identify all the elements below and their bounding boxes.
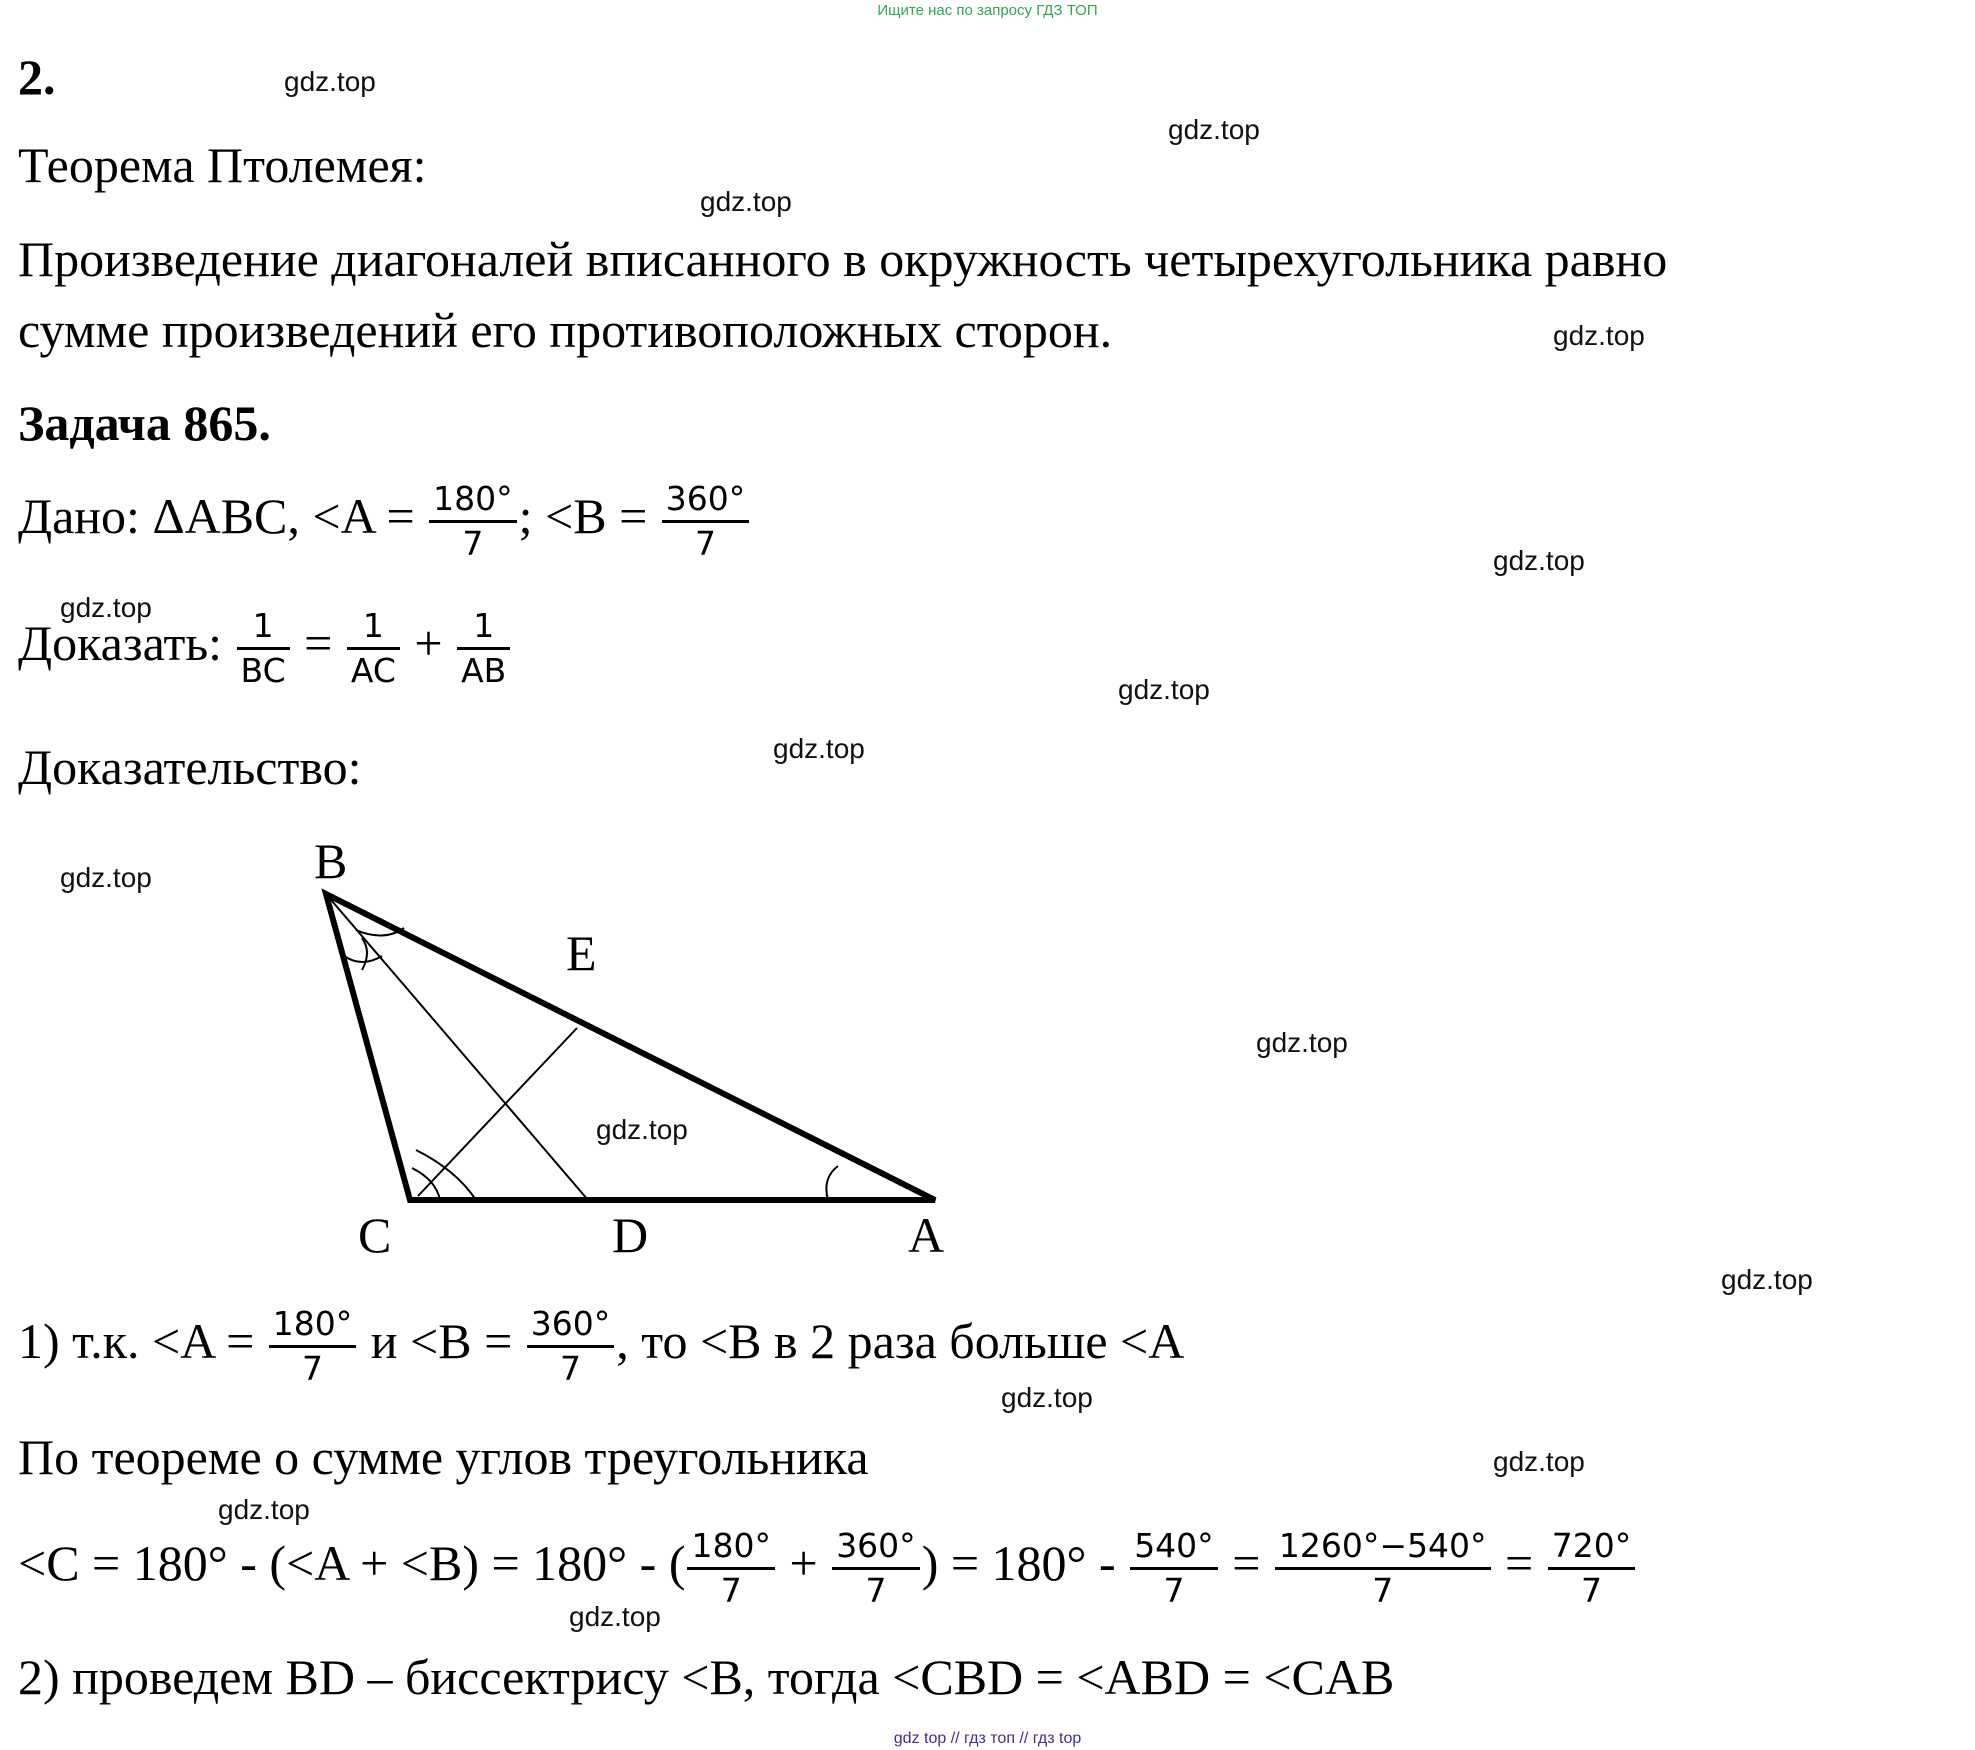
step1-suffix: , то <B в 2 раза больше <A [616,1312,1185,1369]
step1-prefix: 1) т.к. <A = [18,1312,267,1369]
numerator: 1260°−540° [1275,1527,1491,1570]
denominator: 7 [865,1570,887,1610]
plus-sign: + [401,614,456,671]
angle-arc-a [826,1166,838,1200]
denominator: 7 [1163,1570,1185,1610]
prove-prefix: Доказать: [18,614,235,671]
numerator: 720° [1548,1527,1636,1570]
numerator: 180° [429,480,517,523]
numerator: 360° [662,480,750,523]
denominator: 7 [1580,1570,1602,1610]
angle-arc-c-1 [412,1168,440,1200]
point-label-e: E [566,925,597,981]
point-label-d: D [612,1207,649,1263]
numerator: 540° [1130,1527,1218,1570]
watermark: gdz.top [1553,320,1645,351]
watermark: gdz.top [596,1114,688,1145]
theorem-line-1: Произведение диагоналей вписанного в окружность четырехугольника равно [18,231,1668,287]
step-1 [18,1305,1184,1388]
denominator: 7 [560,1348,582,1388]
plus-sign: + [776,1534,831,1591]
watermark: gdz.top [1493,545,1585,576]
segment-ce [418,1028,577,1196]
watermark: gdz.top [1168,114,1260,145]
vertex-label-c: C [358,1207,392,1263]
watermark: gdz.top [60,592,152,623]
numerator: 1 [237,607,290,650]
calc-part-2: ) = 180° - [921,1534,1129,1591]
watermark: gdz.top [60,862,152,893]
calc-part-1: <C = 180° - (<A + <B) = 180° - ( [18,1534,686,1591]
equals-sign: = [1492,1534,1546,1591]
denominator: 7 [462,523,484,563]
denominator: 7 [302,1348,324,1388]
watermark: gdz.top [1256,1027,1348,1058]
denominator: 7 [1372,1570,1394,1610]
triangle-abc [326,894,935,1200]
vertex-label-a: A [908,1207,945,1263]
fraction [1130,1527,1218,1610]
angle-arc-b-3 [362,938,367,970]
fraction [687,1527,775,1610]
fraction [1548,1527,1636,1610]
top-banner: Ищите нас по запросу ГДЗ ТОП [877,2,1098,19]
footer-links: gdz top // гдз топ // гдз top [893,1730,1082,1747]
step-2: 2) проведем BD – биссектрису <B, тогда <CBD = <ABD = <CAB [18,1649,1395,1705]
watermark: gdz.top [218,1494,310,1525]
equals-sign: = [291,614,345,671]
fraction [832,1527,920,1610]
theorem-title: Теорема Птолемея: [18,137,427,193]
numerator: 1 [347,607,400,650]
denominator: BC [240,650,286,690]
fraction [1275,1527,1491,1610]
step1-mid: и <B = [358,1312,525,1369]
given-mid: ; <B = [518,487,660,544]
theorem-line-2: сумме произведений его противоположных сторон. [18,302,1113,358]
denominator: AB [461,650,507,690]
watermark: gdz.top [284,66,376,97]
numerator: 180° [269,1305,357,1348]
denominator: 7 [695,523,717,563]
denominator: 7 [720,1570,742,1610]
watermark: gdz.top [1001,1382,1093,1413]
numerator: 360° [832,1527,920,1570]
sum-theorem-line: По теореме о сумме углов треугольника [18,1429,869,1485]
equals-sign: = [1219,1534,1273,1591]
angle-c-calculation [18,1527,1637,1610]
numerator: 180° [687,1527,775,1570]
watermark: gdz.top [1493,1446,1585,1477]
given-prefix: Дано: ΔABC, <A = [18,487,428,544]
fraction [527,1305,615,1388]
watermark: gdz.top [1118,674,1210,705]
vertex-label-b: B [314,833,348,889]
fraction [269,1305,357,1388]
proof-label: Доказательство: [18,739,362,795]
denominator: AC [350,650,396,690]
watermark: gdz.top [1721,1264,1813,1295]
task-title: Задача 865. [18,395,271,451]
numerator: 360° [527,1305,615,1348]
numerator: 1 [457,607,510,650]
angle-arc-b-1 [344,956,382,962]
watermark: gdz.top [569,1601,661,1632]
watermark: gdz.top [773,733,865,764]
watermark: gdz.top [700,186,792,217]
section-number: 2. [18,49,56,105]
